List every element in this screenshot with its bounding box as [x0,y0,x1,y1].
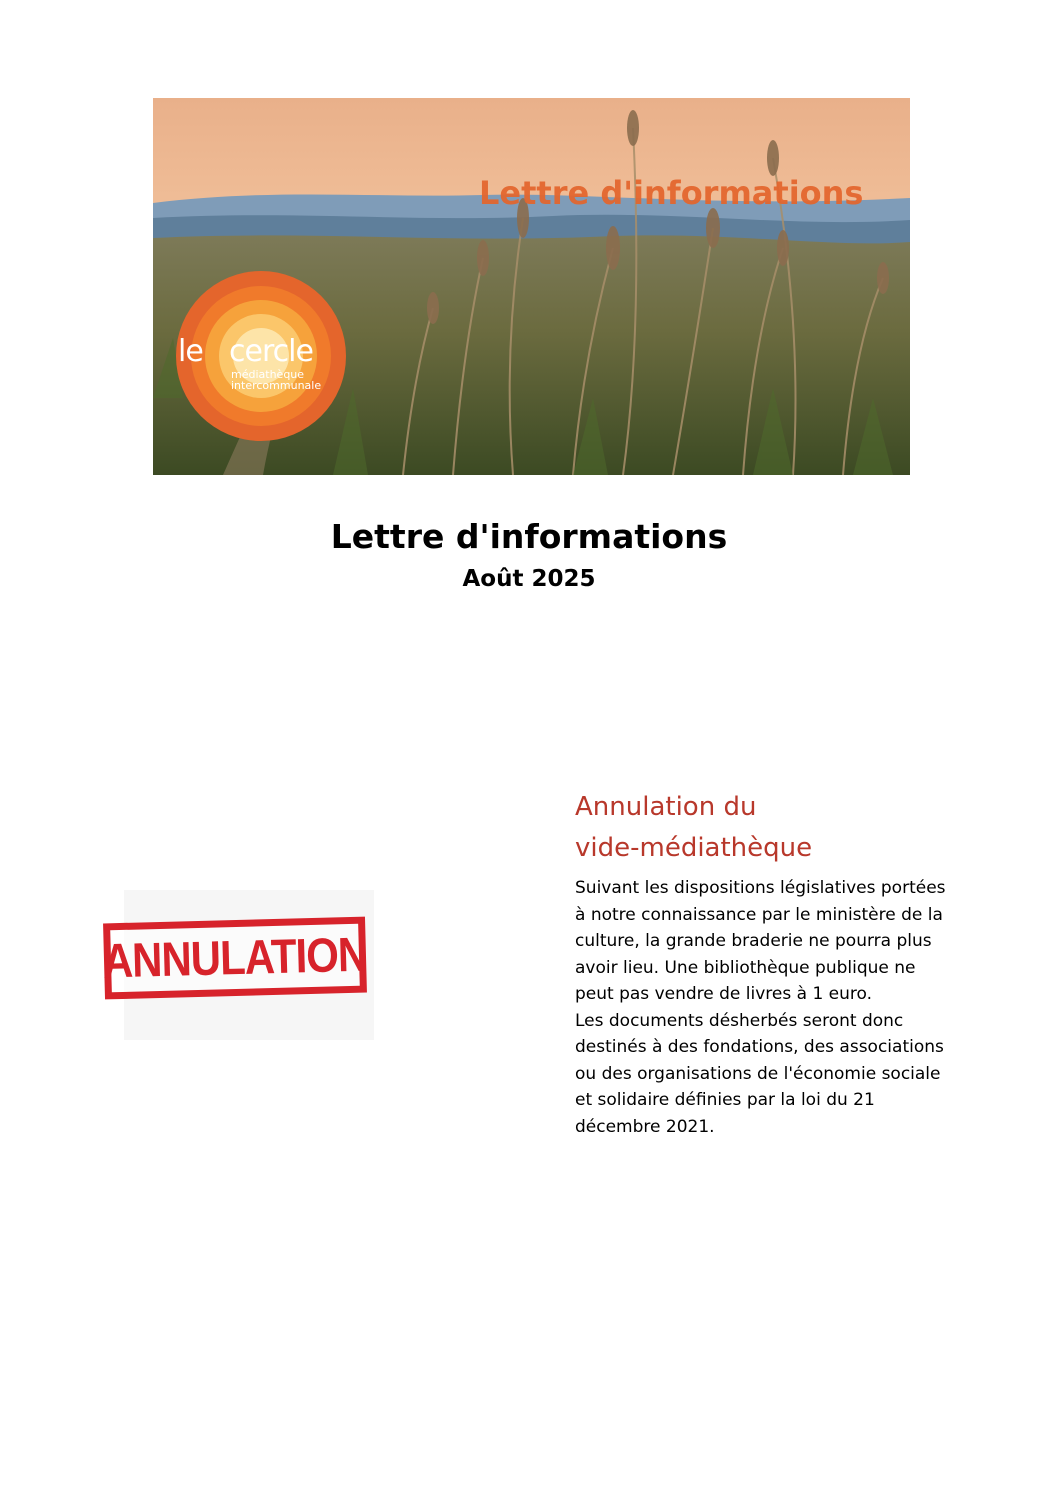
page-title: Lettre d'informations [330,517,728,556]
page-subtitle: Août 2025 [462,566,596,592]
logo-cercle: cercle [229,334,313,369]
annulation-stamp-image [100,890,375,1040]
article-body: Suivant les dispositions législatives portées à notre connaissance par le ministère de la culture, la grande braderie ne pourra plus avoir lieu. Une bibliothèque publique ne peut pas vendre de livres à 1 euro. Les documents désherbés seront donc destinés à des fondations, des associations ou des organisations de l'économie sociale et solidaire définies par la loi du 21 décembre 2021. [575,878,946,1137]
logo-subtitle-1: médiathèque [231,368,305,381]
article-title-line-2: vide-médiathèque [575,833,813,863]
article-section [575,787,965,1140]
stamp-frame [103,917,367,1000]
logo-subtitle-2: intercommunale [231,379,322,392]
article-title [575,787,965,869]
article-title-line-1: Annulation du [575,792,757,822]
stamp-label: ANNULATION [102,926,368,988]
banner-image [153,98,910,475]
logo-le: le [178,334,203,369]
cercle-logo [171,270,351,440]
banner-title: Lettre d'informations [479,174,864,212]
